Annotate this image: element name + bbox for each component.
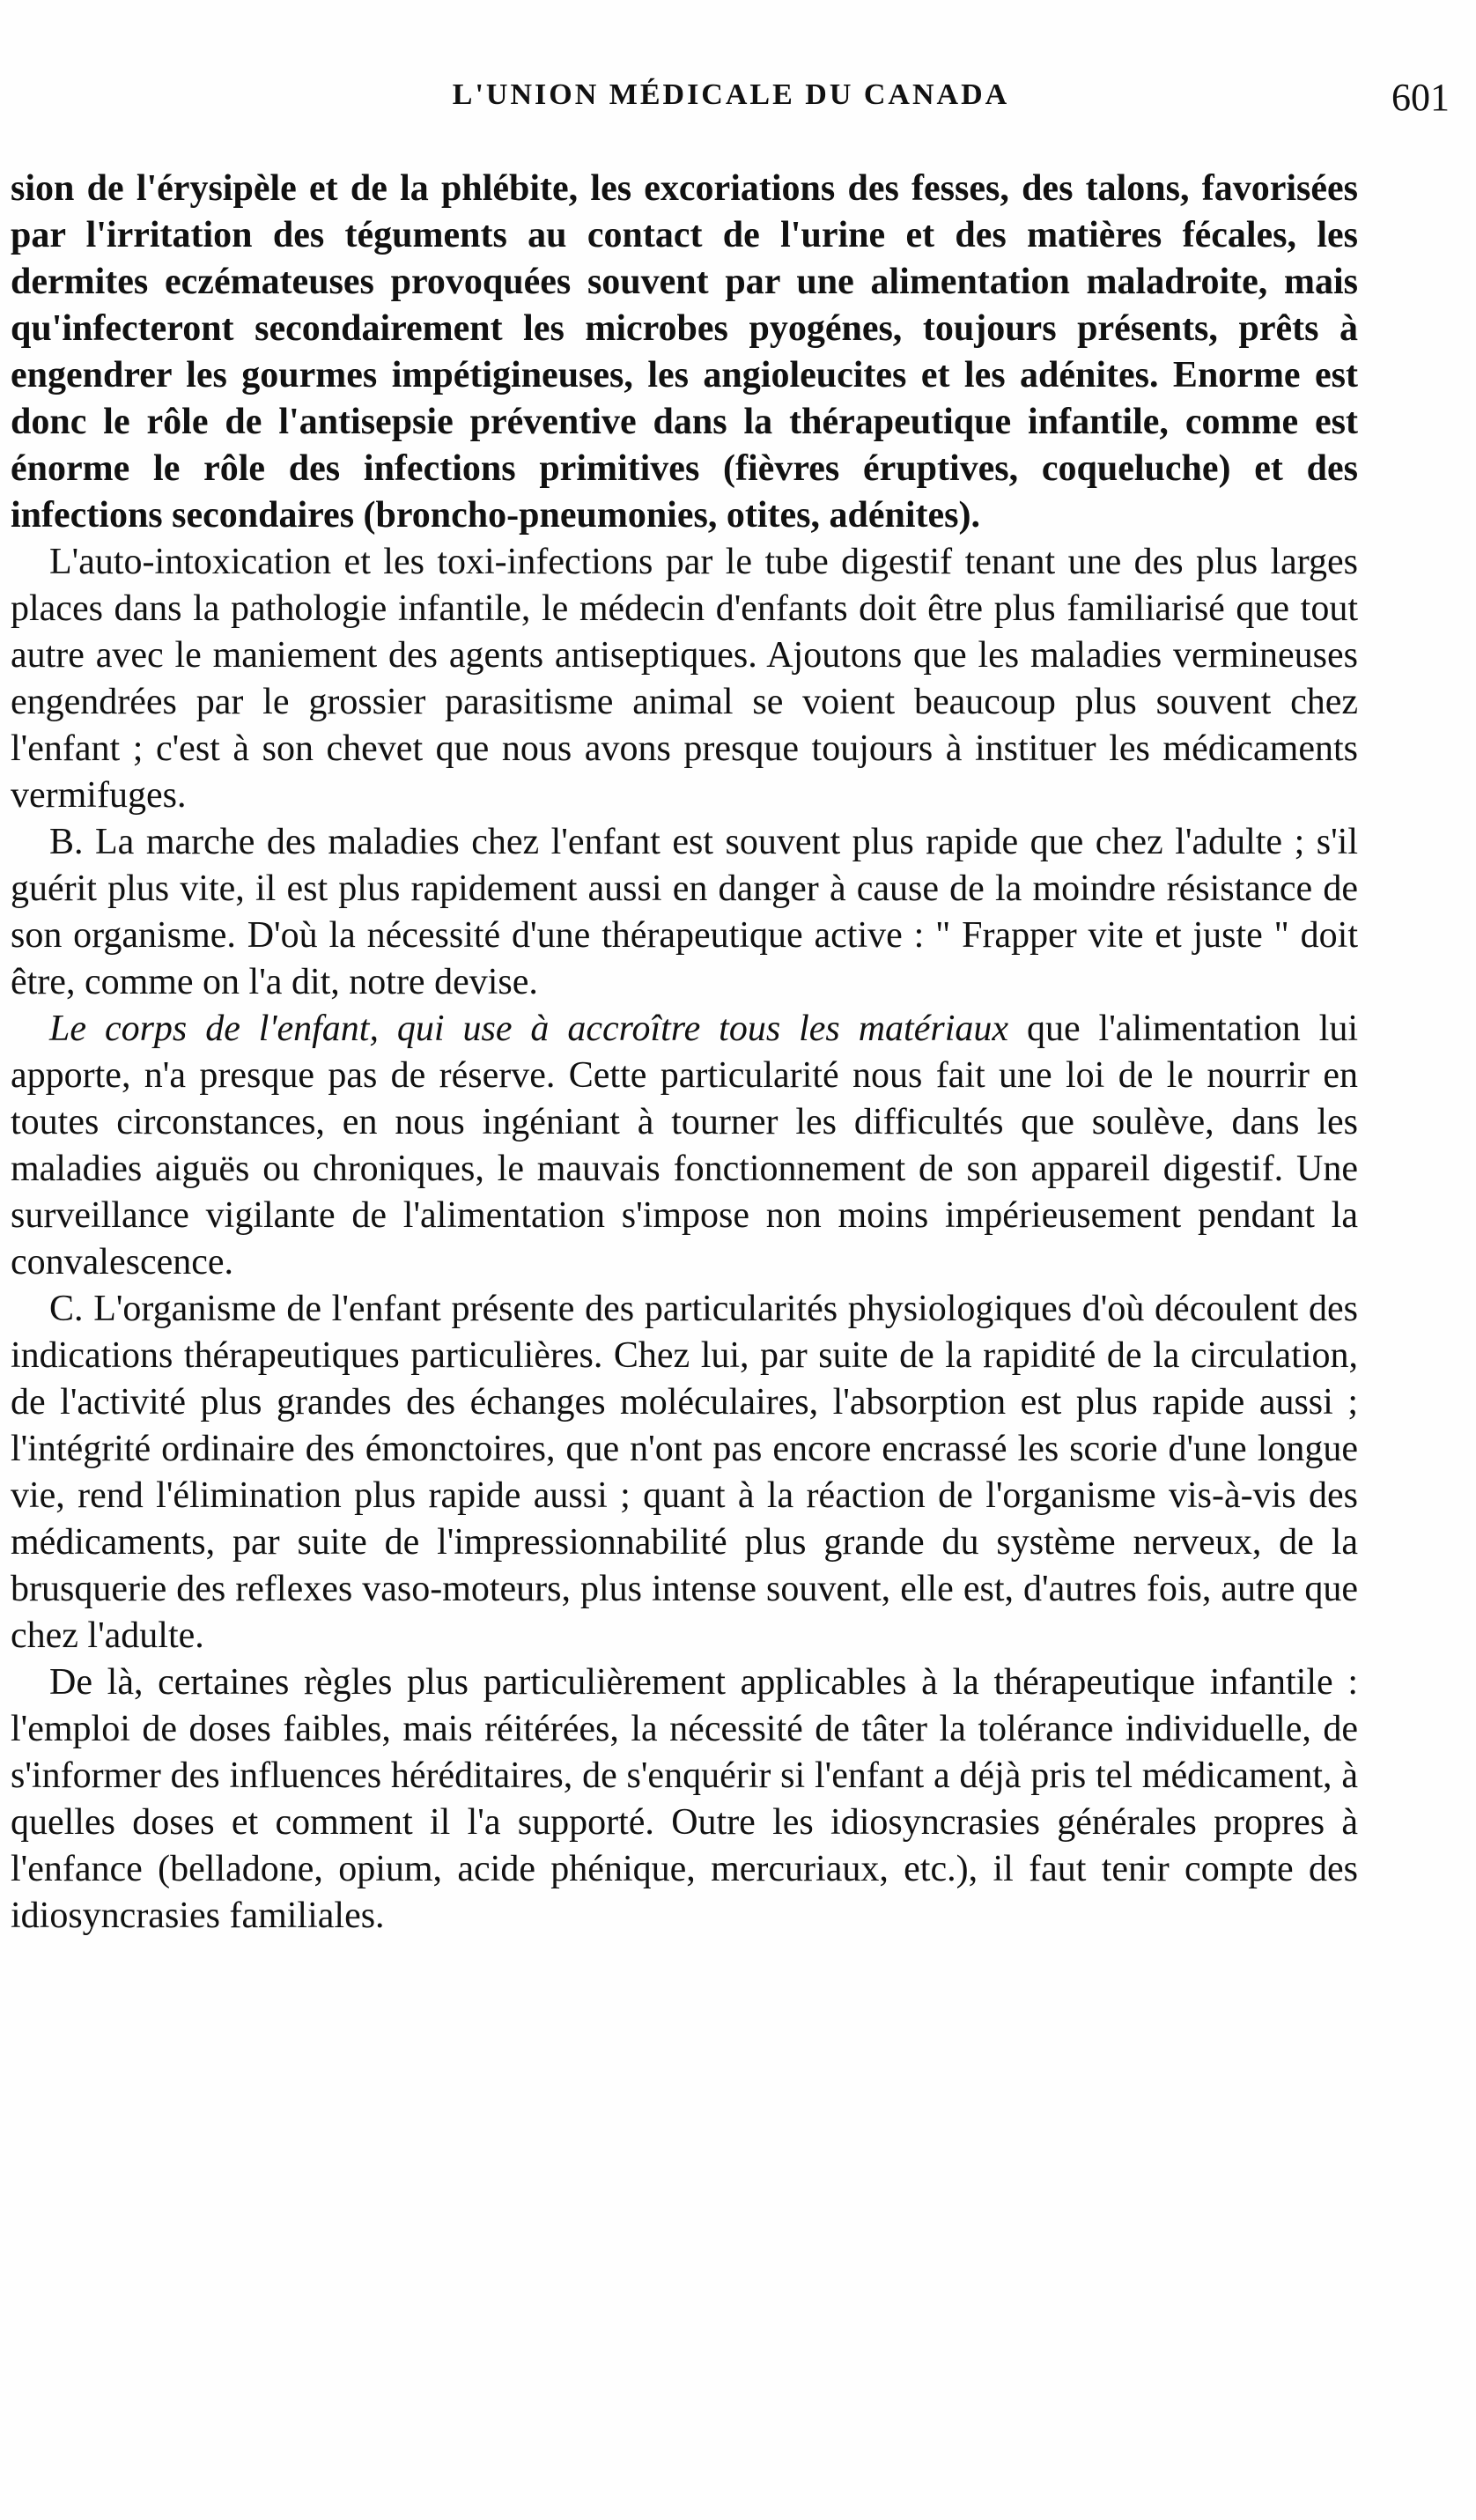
running-title: L'UNION MÉDICALE DU CANADA <box>452 78 1010 111</box>
paragraph-text: L'auto-intoxication et les toxi-infections par le tube digestif tenant une des plus larges places dans la pathologie infantile, le médecin d'enfants doit être plus familiarisé que tout autre avec le maniement des agents antiseptiques. Ajoutons que les maladies vermineuses engendrées par le grossier parasitisme animal se voient beaucoup plus souvent chez l'enfant ; c'est à son chevet que nous avons presque toujours à instituer les médicaments vermifuges. <box>11 542 1358 816</box>
paragraph-text: B. La marche des maladies chez l'enfant est souvent plus rapide que chez l'adulte ; s'il guérit plus vite, il est plus rapidement aussi en danger à cause de la moindre résistance de son organisme. D'où la nécessité d'une thérapeutique active : " Frapper vite et juste " doit être, comme on l'a dit, notre devise. <box>11 822 1358 1002</box>
paragraph-text: sion de l'érysipèle et de la phlébite, les excoriations des fesses, des talons, favorisées par l'irritation des téguments au contact de l'urine et des matières fécales, les dermites eczémateuses provoquées souvent par une alimentation maladroite, mais qu'infecteront secondairement les microbes pyogénes, toujours présents, prêts à engendrer les gourmes impétigineuses, les angioleucites et les adénites. Enorme est donc le rôle de l'antisepsie préventive dans la thérapeutique infantile, comme est énorme le rôle des infections primitives (fièvres éruptives, coqueluche) et des infections secondaires (broncho-pneumonies, otites, adénites). <box>11 168 1358 536</box>
paragraph-text: C. L'organisme de l'enfant présente des particularités physiologiques d'où découlent des indications thérapeutiques particulières. Chez lui, par suite de la rapidité de la circulation, de l'activité plus grandes des échanges moléculaires, l'absorption est plus rapide aussi ; l'intégrité ordinaire des émonctoires, que n'ont pas encore encrassé les scorie d'une longue vie, rend l'élimination plus rapide aussi ; quant à la réaction de l'organisme vis-à-vis des médicaments, par suite de l'impressionnabilité plus grande du système nerveux, de la brusquerie des reflexes vaso-moteurs, plus intense souvent, elle est, d'autres fois, autre que chez l'adulte. <box>11 1289 1358 1656</box>
page-number: 601 <box>1391 76 1450 119</box>
paragraph-de-la <box>11 1659 1358 1940</box>
paragraph-corps-enfant <box>11 1006 1358 1286</box>
body-text <box>11 166 1358 1940</box>
paragraph-continuation <box>11 166 1358 539</box>
paragraph-b <box>11 819 1358 1006</box>
paragraph-text: que l'alimentation lui apporte, n'a presque pas de réserve. Cette particularité nous fait une loi de le nourrir en toutes circonstances, en nous ingéniant à tourner les difficultés que soulève, dans les maladies aiguës ou chroniques, le mauvais fonctionnement de son appareil digestif. Une surveillance vigilante de l'alimentation s'impose non moins impérieusement pendant la convalescence. <box>11 1009 1359 1282</box>
page-header <box>12 75 1450 128</box>
paragraph-italic-lead: Le corps de l'enfant, qui use à accroître tous les matériaux <box>49 1009 1009 1049</box>
paragraph-c <box>11 1286 1358 1659</box>
paragraph-auto-intoxication <box>11 539 1358 819</box>
paragraph-text: De là, certaines règles plus particulièrement applicables à la thérapeutique infantile : l'emploi de doses faibles, mais réitérées, la nécessité de tâter la tolérance individuelle, de s'informer des influences héréditaires, de s'enquérir si l'enfant a déjà pris tel médicament, à quelles doses et comment il l'a supporté. Outre les idiosyncrasies générales propres à l'enfance (belladone, opium, acide phénique, mercuriaux, etc.), il faut tenir compte des idiosyncrasies familiales. <box>11 1662 1358 1936</box>
